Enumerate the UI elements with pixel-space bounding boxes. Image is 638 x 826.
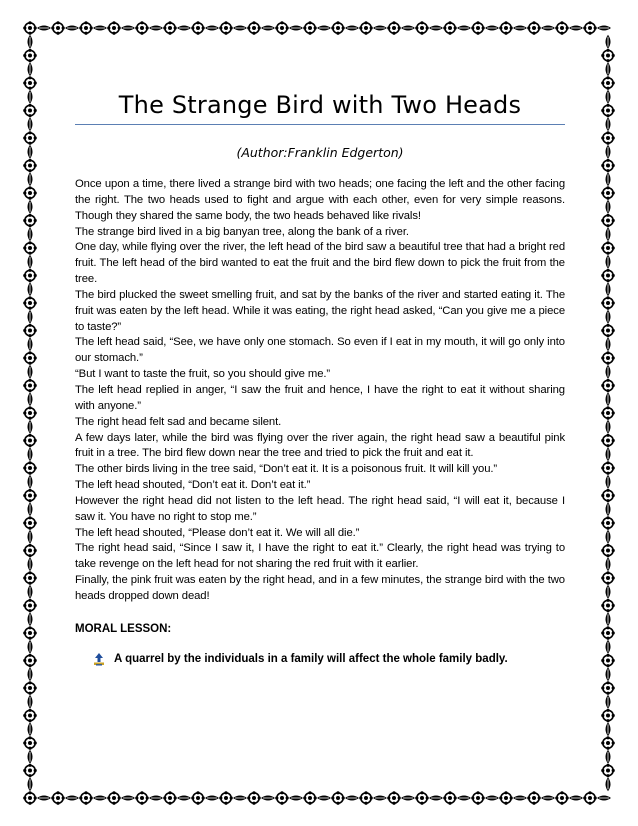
border-ornament — [569, 796, 583, 801]
border-ornament — [23, 49, 37, 63]
border-ornament — [601, 324, 615, 338]
border-ornament — [606, 475, 611, 489]
border-ornament — [23, 131, 37, 145]
border-ornament — [93, 796, 107, 801]
border-ornament — [601, 489, 615, 503]
border-ornament — [499, 21, 513, 35]
border-ornament — [191, 21, 205, 35]
border-ornament — [177, 26, 191, 31]
border-ornament — [606, 502, 611, 516]
border-ornament — [499, 791, 513, 805]
border-ornament — [51, 21, 65, 35]
border-ornament — [23, 104, 37, 118]
border-ornament — [513, 26, 527, 31]
border-ornament — [331, 791, 345, 805]
border-ornament — [601, 764, 615, 778]
border-ornament — [471, 791, 485, 805]
border-ornament — [23, 626, 37, 640]
border-ornament — [28, 612, 33, 626]
border-ornament — [261, 796, 275, 801]
border-ornament — [275, 791, 289, 805]
border-ornament — [606, 310, 611, 324]
border-ornament — [606, 392, 611, 406]
border-ornament — [601, 571, 615, 585]
story-paragraph: The left head replied in anger, “I saw the fruit and hence, I have the right to eat it without sharing with anyone.” — [75, 383, 565, 412]
border-ornament — [601, 269, 615, 283]
moral-item-text: A quarrel by the individuals in a family will affect the whole family badly. — [114, 653, 508, 665]
border-ornament — [23, 21, 37, 35]
border-ornament — [93, 26, 107, 31]
border-ornament — [23, 296, 37, 310]
border-ornament — [135, 21, 149, 35]
border-ornament — [191, 791, 205, 805]
border-ornament — [606, 530, 611, 544]
border-ornament — [597, 796, 611, 801]
border-ornament — [606, 695, 611, 709]
border-ornament — [28, 145, 33, 159]
border-ornament — [606, 145, 611, 159]
border-ornament — [28, 200, 33, 214]
border-ornament — [65, 796, 79, 801]
border-ornament — [541, 26, 555, 31]
border-ornament — [443, 791, 457, 805]
border-ornament — [606, 90, 611, 104]
border-ornament — [303, 791, 317, 805]
border-ornament — [597, 26, 611, 31]
border-ornament — [606, 585, 611, 599]
border-ornament — [471, 21, 485, 35]
border-ornament — [601, 654, 615, 668]
border-ornament — [23, 76, 37, 90]
story-paragraph: The left head said, “See, we have only one stomach. So even if I eat in my mouth, it will go only into our stomach.” — [75, 336, 565, 365]
border-ornament — [23, 791, 37, 805]
border-ornament — [149, 796, 163, 801]
border-ornament — [601, 241, 615, 255]
border-ornament — [177, 796, 191, 801]
border-ornament — [275, 21, 289, 35]
border-ornament — [107, 21, 121, 35]
border-ornament — [601, 544, 615, 558]
border-ornament — [121, 796, 135, 801]
story-paragraph: The left head shouted, “Don’t eat it. Don’t eat it.” — [75, 479, 311, 492]
border-ornament — [23, 544, 37, 558]
border-ornament — [373, 26, 387, 31]
border-ornament — [247, 791, 261, 805]
border-ornament — [28, 557, 33, 571]
border-ornament — [28, 310, 33, 324]
border-ornament — [606, 777, 611, 791]
border-ornament — [387, 791, 401, 805]
border-ornament — [387, 21, 401, 35]
border-ornament — [583, 791, 597, 805]
border-ornament — [28, 365, 33, 379]
border-ornament — [79, 791, 93, 805]
border-ornament — [28, 172, 33, 186]
border-ornament — [289, 796, 303, 801]
border-ornament — [247, 21, 261, 35]
border-ornament — [601, 379, 615, 393]
border-ornament — [373, 796, 387, 801]
border-ornament — [601, 186, 615, 200]
border-ornament — [601, 296, 615, 310]
border-ornament — [317, 796, 331, 801]
story-body — [75, 177, 565, 605]
border-ornament — [601, 159, 615, 173]
border-ornament — [601, 434, 615, 448]
story-paragraph: The left head shouted, “Please don’t eat it. We will all die.” — [75, 526, 360, 539]
border-ornament — [485, 796, 499, 801]
border-ornament — [28, 282, 33, 296]
border-ornament — [23, 159, 37, 173]
border-ornament — [513, 796, 527, 801]
border-ornament — [606, 62, 611, 76]
border-ornament — [28, 447, 33, 461]
border-ornament — [23, 516, 37, 530]
border-ornament — [23, 406, 37, 420]
border-ornament — [601, 736, 615, 750]
border-ornament — [555, 791, 569, 805]
border-ornament — [23, 736, 37, 750]
border-ornament — [303, 21, 317, 35]
moral-heading: MORAL LESSON: — [75, 623, 172, 635]
border-ornament — [37, 26, 51, 31]
border-ornament — [541, 796, 555, 801]
border-ornament — [606, 200, 611, 214]
border-ornament — [28, 227, 33, 241]
border-ornament — [485, 26, 499, 31]
border-ornament — [28, 530, 33, 544]
story-paragraph: “But I want to taste the fruit, so you should give me.” — [75, 368, 331, 381]
border-ornament — [28, 117, 33, 131]
border-ornament — [28, 392, 33, 406]
border-ornament — [359, 791, 373, 805]
border-ornament — [23, 241, 37, 255]
border-ornament — [79, 21, 93, 35]
border-ornament — [601, 516, 615, 530]
border-ornament — [601, 681, 615, 695]
border-ornament — [606, 172, 611, 186]
story-paragraph: However the right head did not listen to the left head. The right head said, “I will eat it, because I saw it. You have no right to stop me.” — [75, 494, 565, 523]
border-ornament — [606, 227, 611, 241]
border-ornament — [28, 475, 33, 489]
border-ornament — [601, 49, 615, 63]
border-ornament — [23, 764, 37, 778]
border-ornament — [401, 26, 415, 31]
story-paragraph: The right head said, “Since I saw it, I have the right to eat it.” Clearly, the right head was trying to take revenge on the left head for not sharing the red fruit with it earlier. — [75, 542, 565, 571]
author-line: (Author:Franklin Edgerton) — [236, 145, 404, 160]
border-ornament — [205, 796, 219, 801]
border-ornament — [149, 26, 163, 31]
arrow-bullet-icon — [92, 652, 106, 666]
border-ornament — [606, 282, 611, 296]
page-title: The Strange Bird with Two Heads — [75, 90, 565, 125]
border-ornament — [606, 557, 611, 571]
border-ornament — [583, 21, 597, 35]
border-ornament — [28, 420, 33, 434]
border-ornament — [606, 722, 611, 736]
story-paragraph: The right head felt sad and became silent. — [75, 415, 282, 428]
border-ornament — [569, 26, 583, 31]
border-ornament — [606, 255, 611, 269]
border-ornament — [527, 791, 541, 805]
border-ornament — [415, 791, 429, 805]
border-ornament — [219, 791, 233, 805]
border-ornament — [28, 35, 33, 49]
border-ornament — [606, 750, 611, 764]
story-paragraph: Finally, the pink fruit was eaten by the right head, and in a few minutes, the strange bird with the two heads dropped down dead! — [75, 574, 565, 602]
border-ornament — [555, 21, 569, 35]
border-ornament — [601, 104, 615, 118]
border-ornament — [23, 324, 37, 338]
border-ornament — [457, 796, 471, 801]
border-ornament — [28, 640, 33, 654]
border-ornament — [415, 21, 429, 35]
border-ornament — [28, 502, 33, 516]
border-ornament — [601, 131, 615, 145]
border-ornament — [28, 337, 33, 351]
story-paragraph: A few days later, while the bird was flying over the river again, the right head saw a beautiful pink fruit in a tree. The bird flew down near the tree and tried to pick the fruit and eat it. — [75, 431, 565, 460]
border-ornament — [331, 21, 345, 35]
border-ornament — [121, 26, 135, 31]
border-ornament — [601, 599, 615, 613]
border-ornament — [28, 62, 33, 76]
border-ornament — [233, 796, 247, 801]
border-ornament — [65, 26, 79, 31]
border-ornament — [233, 26, 247, 31]
border-ornament — [205, 26, 219, 31]
border-ornament — [23, 654, 37, 668]
border-ornament — [23, 351, 37, 365]
border-ornament — [23, 461, 37, 475]
border-ornament — [429, 796, 443, 801]
border-ornament — [429, 26, 443, 31]
border-ornament — [289, 26, 303, 31]
border-ornament — [219, 21, 233, 35]
border-ornament — [23, 599, 37, 613]
border-ornament — [601, 214, 615, 228]
border-ornament — [28, 667, 33, 681]
border-ornament — [163, 791, 177, 805]
story-paragraph: One day, while flying over the river, the left head of the bird saw a beautiful tree that had a bright red fruit. The left head of the bird wanted to eat the fruit and the bird flew down to pick the fruit from the tree. — [75, 241, 565, 286]
border-ornament — [601, 351, 615, 365]
border-ornament — [23, 269, 37, 283]
border-ornament — [23, 709, 37, 723]
border-ornament — [527, 21, 541, 35]
border-ornament — [107, 791, 121, 805]
border-ornament — [28, 777, 33, 791]
border-ornament — [601, 461, 615, 475]
border-ornament — [28, 695, 33, 709]
border-ornament — [135, 791, 149, 805]
border-ornament — [359, 21, 373, 35]
border-ornament — [606, 640, 611, 654]
story-paragraph: The strange bird lived in a big banyan tree, along the bank of a river. — [75, 225, 409, 238]
border-ornament — [28, 722, 33, 736]
border-ornament — [606, 35, 611, 49]
border-ornament — [606, 420, 611, 434]
border-ornament — [601, 626, 615, 640]
border-ornament — [23, 434, 37, 448]
moral-item — [92, 652, 562, 666]
moral-list — [92, 652, 562, 666]
border-ornament — [261, 26, 275, 31]
border-ornament — [606, 667, 611, 681]
border-ornament — [345, 26, 359, 31]
border-ornament — [51, 791, 65, 805]
border-ornament — [23, 186, 37, 200]
border-ornament — [345, 796, 359, 801]
border-ornament — [23, 681, 37, 695]
story-paragraph: The other birds living in the tree said, “Don’t eat it. It is a poisonous fruit. It will kill you.” — [75, 463, 498, 476]
border-ornament — [37, 796, 51, 801]
border-ornament — [457, 26, 471, 31]
story-paragraph: The bird plucked the sweet smelling fruit, and sat by the banks of the river and started eating it. The fruit was eaten by the left head. While it was eating, the right head asked, “Can you give me a piece to taste?” — [75, 288, 565, 333]
border-ornament — [317, 26, 331, 31]
border-ornament — [606, 337, 611, 351]
border-ornament — [606, 365, 611, 379]
border-ornament — [606, 612, 611, 626]
border-ornament — [28, 750, 33, 764]
border-ornament — [23, 214, 37, 228]
story-paragraph: Once upon a time, there lived a strange bird with two heads; one facing the left and the other facing the right. The two heads used to fight and argue with each other, even for very simple reasons. Though they shared the same body, the two heads behaved like rivals! — [75, 178, 565, 222]
border-ornament — [401, 796, 415, 801]
border-ornament — [443, 21, 457, 35]
border-ornament — [28, 585, 33, 599]
border-ornament — [23, 379, 37, 393]
border-ornament — [28, 90, 33, 104]
border-ornament — [23, 489, 37, 503]
border-ornament — [23, 571, 37, 585]
border-ornament — [606, 447, 611, 461]
border-ornament — [28, 255, 33, 269]
border-ornament — [601, 406, 615, 420]
border-ornament — [601, 76, 615, 90]
border-ornament — [601, 709, 615, 723]
border-ornament — [163, 21, 177, 35]
border-ornament — [606, 117, 611, 131]
